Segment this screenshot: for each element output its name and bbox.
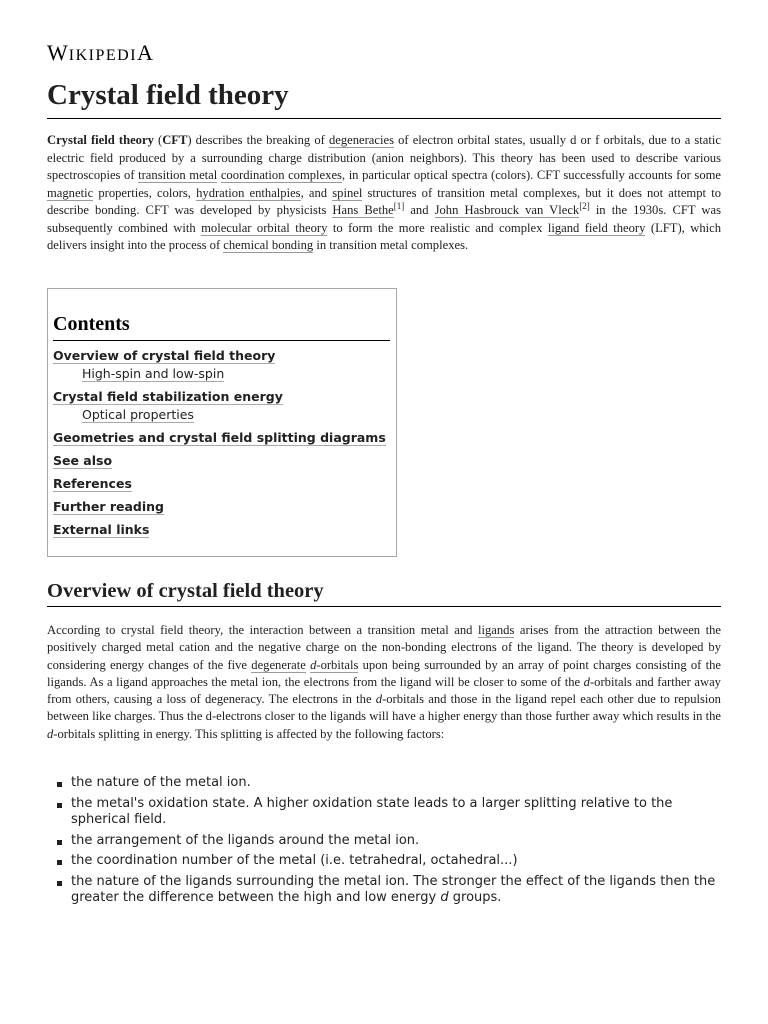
lead-text: , and xyxy=(300,185,333,200)
ref-1[interactable]: [1] xyxy=(393,200,405,211)
wikipedia-wordmark[interactable] xyxy=(47,40,154,66)
ref-2[interactable]: [2] xyxy=(579,200,590,211)
list-item: the coordination number of the metal (i.e. tetrahedral, octahedral...) xyxy=(47,853,721,870)
link-degeneracies[interactable]: degeneracies xyxy=(328,133,394,147)
link-van-vleck[interactable]: John Hasbrouck van Vleck xyxy=(434,203,580,217)
para-text: -orbitals splitting in energy. This splitting is affected by the following factors: xyxy=(53,726,445,741)
lead-text: ( xyxy=(153,133,163,147)
toc-item[interactable] xyxy=(53,429,390,447)
lead-bold-abbr: CFT xyxy=(162,133,188,147)
section-heading: Overview of crystal field theory xyxy=(47,578,721,607)
wordmark-last: A xyxy=(137,40,154,65)
list-item xyxy=(47,874,721,907)
link-degenerate[interactable]: degenerate xyxy=(251,657,306,672)
lead-text: (LFT), which delivers insight into the process of xyxy=(47,220,722,252)
link-ligands[interactable]: ligands xyxy=(477,623,515,637)
para-text: upon being surrounded by an array of point charges consisting of the ligands. As a ligand approaches the metal ion, the electrons from the ligand will be closer to some of the xyxy=(47,657,722,689)
link-d-orbitals[interactable] xyxy=(310,658,358,673)
link-molecular-orbital-theory[interactable]: molecular orbital theory xyxy=(201,220,328,235)
link-d-orbitals-label: -orbitals xyxy=(316,657,359,672)
toc-item[interactable] xyxy=(53,452,390,470)
toc-item-label[interactable]: Overview of crystal field theory xyxy=(53,348,276,363)
wordmark-small: IKIPEDI xyxy=(68,47,138,64)
link-transition-metal[interactable]: transition metal xyxy=(138,168,218,182)
lead-text: properties, colors, xyxy=(93,185,197,200)
toc-item-label[interactable]: High-spin and low-spin xyxy=(82,366,225,381)
list-item: the arrangement of the ligands around the metal ion. xyxy=(47,833,721,850)
lead-text: of electron orbital states, usually d or f orbitals, due to a static electric field produced by a surrounding charge distribution (anion neighbors). This theory has been used to describe various spectroscopies of xyxy=(47,133,721,182)
toc-title: Contents xyxy=(53,313,390,341)
lead-text: ) describes the breaking of xyxy=(187,133,329,147)
lead-paragraph xyxy=(47,132,721,255)
list-item: the metal's oxidation state. A higher oxidation state leads to a larger splitting relative to the spherical field. xyxy=(47,796,721,829)
list-item-text: groups. xyxy=(448,890,502,905)
lead-text: , in particular optical spectra (colors). CFT successfully accounts for some xyxy=(341,168,722,182)
lead-text: in transition metal complexes. xyxy=(313,238,469,252)
para-text: According to crystal field theory, the interaction between a transition metal and xyxy=(47,623,478,637)
list-item-text: the nature of the ligands surrounding the metal ion. The stronger the effect of the ligands then the greater the difference between the high and low energy xyxy=(71,873,716,905)
toc-item[interactable] xyxy=(53,406,390,424)
lead-text: to form the more realistic and complex xyxy=(327,220,548,235)
toc-item[interactable] xyxy=(53,347,390,365)
toc-item-label[interactable]: See also xyxy=(53,453,113,468)
toc-item[interactable] xyxy=(53,365,390,383)
lead-text: and xyxy=(404,203,435,217)
link-magnetic[interactable]: magnetic xyxy=(47,185,94,200)
italic-d: d xyxy=(47,726,54,741)
link-spinel[interactable]: spinel xyxy=(332,185,363,200)
toc-item-label[interactable]: External links xyxy=(53,522,150,537)
link-hydration-enthalpies[interactable]: hydration enthalpies xyxy=(196,185,301,200)
link-coordination-complexes[interactable]: coordination complexes xyxy=(220,168,342,182)
table-of-contents xyxy=(47,288,397,557)
toc-item[interactable] xyxy=(53,521,390,539)
section-paragraph xyxy=(47,622,721,743)
toc-item[interactable] xyxy=(53,475,390,493)
factors-list xyxy=(47,775,721,911)
page-title: Crystal field theory xyxy=(47,76,721,119)
link-ligand-field-theory[interactable]: ligand field theory xyxy=(547,220,646,235)
para-text: -orbitals and farther away from others, causing a loss of degeneracy. The electrons in the xyxy=(47,674,721,707)
italic-d: d xyxy=(375,692,383,707)
toc-item-label[interactable]: Further reading xyxy=(53,499,165,514)
toc-item-label[interactable]: Optical properties xyxy=(82,407,194,422)
toc-item-label[interactable]: Geometries and crystal field splitting diagrams xyxy=(53,430,386,445)
lead-text: in the 1930s. CFT was subsequently combined with xyxy=(47,203,722,235)
wordmark-first: W xyxy=(47,40,69,65)
toc-item[interactable] xyxy=(53,498,390,516)
list-item: the nature of the metal ion. xyxy=(47,775,721,792)
toc-list xyxy=(53,347,390,539)
toc-item[interactable] xyxy=(53,388,390,406)
para-text: arises from the attraction between the positively charged metal cation and the negative charge on the non-bonding electrons of the ligand. The theory is developed by considering energy changes of the five xyxy=(47,623,721,672)
para-text: -orbitals and those in the ligand repel each other due to repulsion between like charges. Thus the d-electrons closer to the ligands will have a higher energy than those further away which results in the xyxy=(47,692,721,724)
italic-d: d xyxy=(583,674,590,689)
lead-text: structures of transition metal complexes, but it does not attempt to describe bonding. CFT was developed by physicists xyxy=(47,185,721,217)
link-hans-bethe[interactable]: Hans Bethe xyxy=(332,203,394,217)
italic-d: d xyxy=(310,657,317,672)
toc-item-label[interactable]: Crystal field stabilization energy xyxy=(53,389,283,404)
link-chemical-bonding[interactable]: chemical bonding xyxy=(223,238,314,252)
lead-bold-term: Crystal field theory xyxy=(47,133,154,147)
italic-d: d xyxy=(440,890,449,905)
toc-item-label[interactable]: References xyxy=(53,476,132,491)
